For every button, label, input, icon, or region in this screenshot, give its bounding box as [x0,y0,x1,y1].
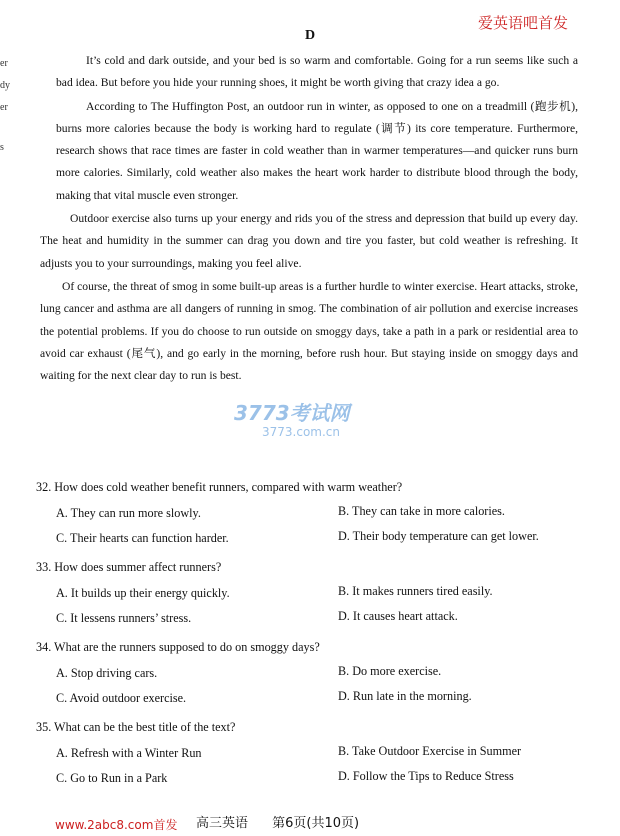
option-c: C. Go to Run in a Park [56,771,168,785]
reading-passage [40,50,578,388]
section-letter: D [304,28,316,43]
option-d: D. Run late in the morning. [338,689,472,703]
question-stem: 32. How does cold weather benefit runners, compared with warm weather? [36,480,403,494]
brand-header: 爱英语吧首发 [477,14,568,32]
option-a: A. It builds up their energy quickly. [56,586,230,600]
footer-subject: 高三英语 [196,816,249,831]
footer-page-number: 第6页(共10页) [272,816,360,831]
footer-page-info [196,812,379,831]
option-d: D. Follow the Tips to Reduce Stress [338,769,514,783]
question-32 [36,480,596,560]
question-stem: 33. How does summer affect runners? [36,560,222,574]
watermark-url: 3773.com.cn [262,425,340,439]
question-list [36,480,596,800]
question-stem: 34. What are the runners supposed to do on smoggy days? [36,640,320,654]
watermark-logo [232,398,382,440]
option-b: B. Do more exercise. [338,664,442,678]
margin-text-fragment: s [0,142,4,153]
question-35 [36,720,596,800]
passage-paragraph-1: It’s cold and dark outside, and your bed is so warm and comfortable. Going for a run seems like such a bad idea. But before you hide your running shoes, it might be worth giving that crazy idea a go. [56,54,578,90]
passage-paragraph-3: Outdoor exercise also turns up your energy and rids you of the stress and depression that build up every day. The heat and humidity in the summer can drag you down and tire you faster, but cold weather is refreshing. It adjusts you to your surroundings, making you feel alive. [40,212,578,270]
option-a: A. Stop driving cars. [56,666,158,680]
option-b: B. Take Outdoor Exercise in Summer [338,744,522,758]
option-c: C. It lessens runners’ stress. [56,611,192,625]
passage-paragraph-2: According to The Huffington Post, an outdoor run in winter, as opposed to one on a treadmill (跑步机), burns more calories because the body is working hard to regulate (调节) its core temperature. Furthermore, research shows that race times are faster in cold weather than in warmer temperatures—and quicker runs burn more calories. Similarly, cold weather also makes the heart work harder to distribute blood through the body, making that vital muscle even stronger. [56,99,578,202]
watermark-text: 3773考试网 [234,401,350,425]
option-b: B. They can take in more calories. [338,504,505,518]
question-33 [36,560,596,640]
margin-text-fragment: er [0,58,8,69]
footer-site-url: www.2abc8.com首发 [55,818,178,832]
option-a: A. Refresh with a Winter Run [56,746,202,760]
question-34 [36,640,596,720]
option-a: A. They can run more slowly. [56,506,201,520]
option-c: C. Avoid outdoor exercise. [56,691,187,705]
option-b: B. It makes runners tired easily. [338,584,493,598]
passage-paragraph-4: Of course, the threat of smog in some built-up areas is a further hurdle to winter exercise. Heart attacks, stroke, lung cancer and asthma are all dangers of running in smog. The combination of air pollution and exercise increases the potential problems. If you do choose to run outside on smoggy days, take a path in a park or residential area to avoid car exhaust (尾气), and go early in the morning, before rush hour. But staying inside on smoggy days and waiting for the next clear day to run is best. [40,279,578,383]
question-stem: 35. What can be the best title of the text? [36,720,236,734]
option-d: D. Their body temperature can get lower. [338,529,539,543]
margin-text-fragment: er [0,102,8,113]
margin-text-fragment: dy [0,80,10,91]
option-c: C. Their hearts can function harder. [56,531,229,545]
option-d: D. It causes heart attack. [338,609,458,623]
